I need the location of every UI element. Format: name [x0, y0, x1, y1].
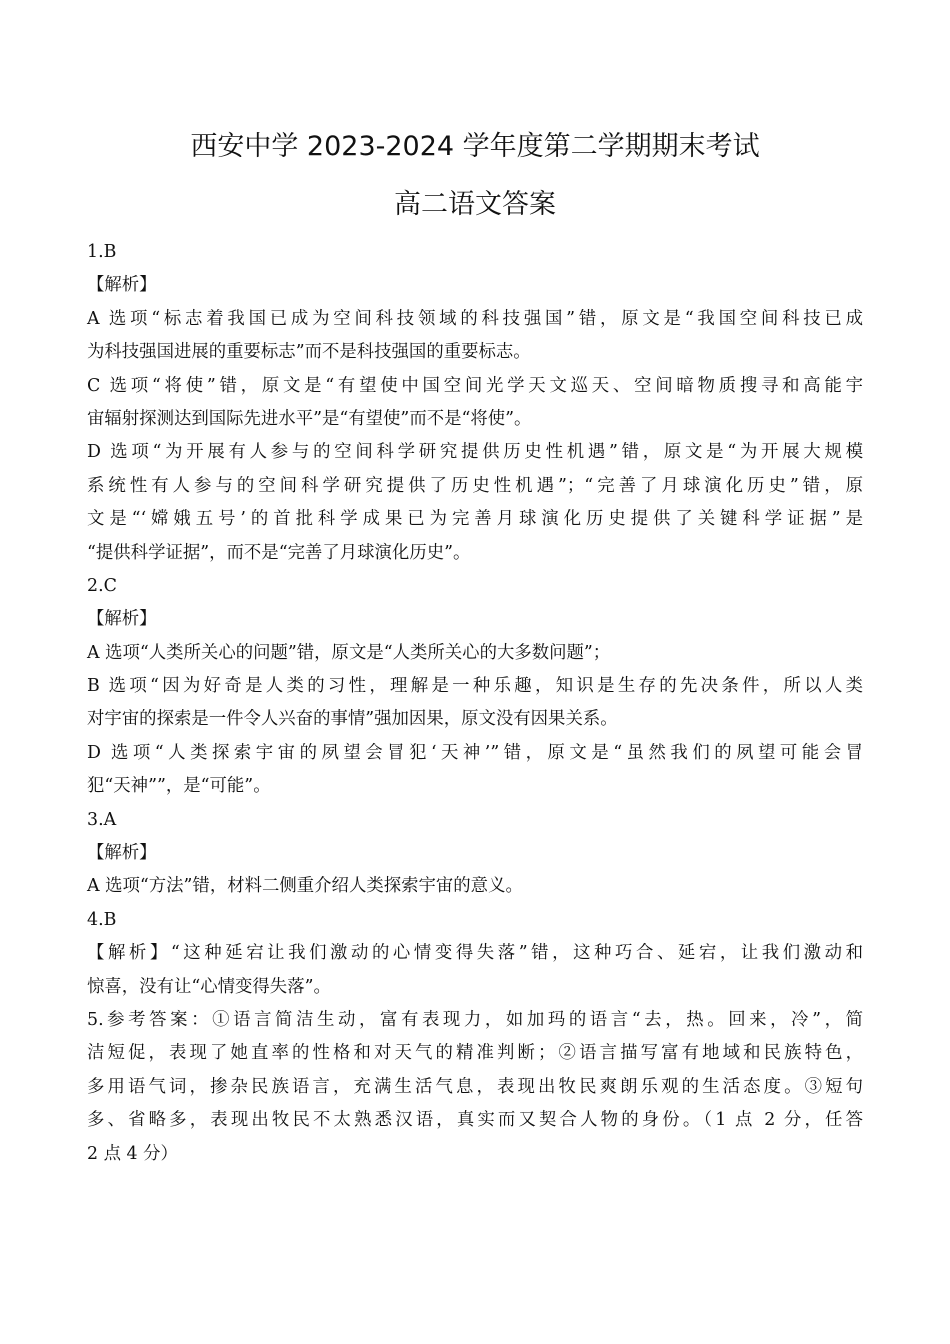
answer-body	[87, 236, 863, 1171]
text-line: 对宇宙的探索是一件令人兴奋的事情”强加因果，原文没有因果关系。	[87, 709, 618, 730]
text-line: 4.B	[87, 909, 117, 930]
text-line: 文是“‘嫦娥五号’的首批科学成果已为完善月球演化历史提供了关键科学证据”是	[87, 509, 863, 530]
text-line: A 选项“方法”错，材料二侧重介绍人类探索宇宙的意义。	[87, 876, 523, 897]
text-line: “提供科学证据”，而不是“完善了月球演化历史”。	[87, 542, 471, 563]
text-line: D 选项“为开展有人参与的空间科学研究提供历史性机遇”错，原文是“为开展大规模	[87, 442, 863, 463]
document-title: 西安中学 2023-2024 学年度第二学期期末考试	[190, 131, 760, 162]
text-line: 惊喜，没有让“心情变得失落”。	[87, 976, 331, 997]
text-line: 5.参考答案：①语言简洁生动，富有表现力，如加玛的语言“去，热。回来，冷”，简	[87, 1009, 863, 1030]
text-line: 3.A	[87, 809, 117, 830]
text-line: 系统性有人参与的空间科学研究提供了历史性机遇”；“完善了月球演化历史”错，原	[87, 475, 863, 496]
text-line: 1.B	[87, 242, 117, 262]
text-line: A 选项“人类所关心的问题”错，原文是“人类所关心的大多数问题”；	[87, 642, 611, 663]
text-line: 多、省略多，表现出牧民不太熟悉汉语，真实而又契合人物的身份。（1 点 2 分，任答	[87, 1110, 863, 1131]
text-line: 犯“天神””，是“可能”。	[87, 776, 271, 797]
text-line: 为科技强国进展的重要标志”而不是科技强国的重要标志。	[87, 342, 531, 363]
text-line: 【解析】	[87, 843, 157, 864]
text-line: A 选项“标志着我国已成为空间科技领域的科技强国”错，原文是“我国空间科技已成	[87, 308, 863, 329]
document-subtitle: 高二语文答案	[394, 189, 556, 220]
text-line: C 选项“将使”错，原文是“有望使中国空间光学天文巡天、空间暗物质搜寻和高能宇	[87, 375, 863, 396]
text-line: 【解析】	[87, 609, 157, 630]
text-line: 宙辐射探测达到国际先进水平”是“有望使”而不是“将使”。	[87, 408, 532, 429]
text-line: 多用语气词，掺杂民族语言，充满生活气息，表现出牧民爽朗乐观的生活态度。③短句	[87, 1076, 863, 1097]
text-line: B 选项“因为好奇是人类的习性，理解是一种乐趣，知识是生存的先决条件，所以人类	[87, 676, 863, 697]
text-line: 【解析】	[87, 275, 157, 296]
text-line: 2 点 4 分）	[87, 1143, 178, 1164]
text-line: 2.C	[87, 575, 117, 596]
text-line: 洁短促，表现了她直率的性格和对天气的精准判断；②语言描写富有地域和民族特色，	[87, 1043, 863, 1064]
text-line: 【解析】“这种延宕让我们激动的心情变得失落”错，这种巧合、延宕，让我们激动和	[87, 943, 863, 964]
text-line: D 选项“人类探索宇宙的夙望会冒犯‘天神’”错，原文是“虽然我们的夙望可能会冒	[87, 742, 863, 763]
